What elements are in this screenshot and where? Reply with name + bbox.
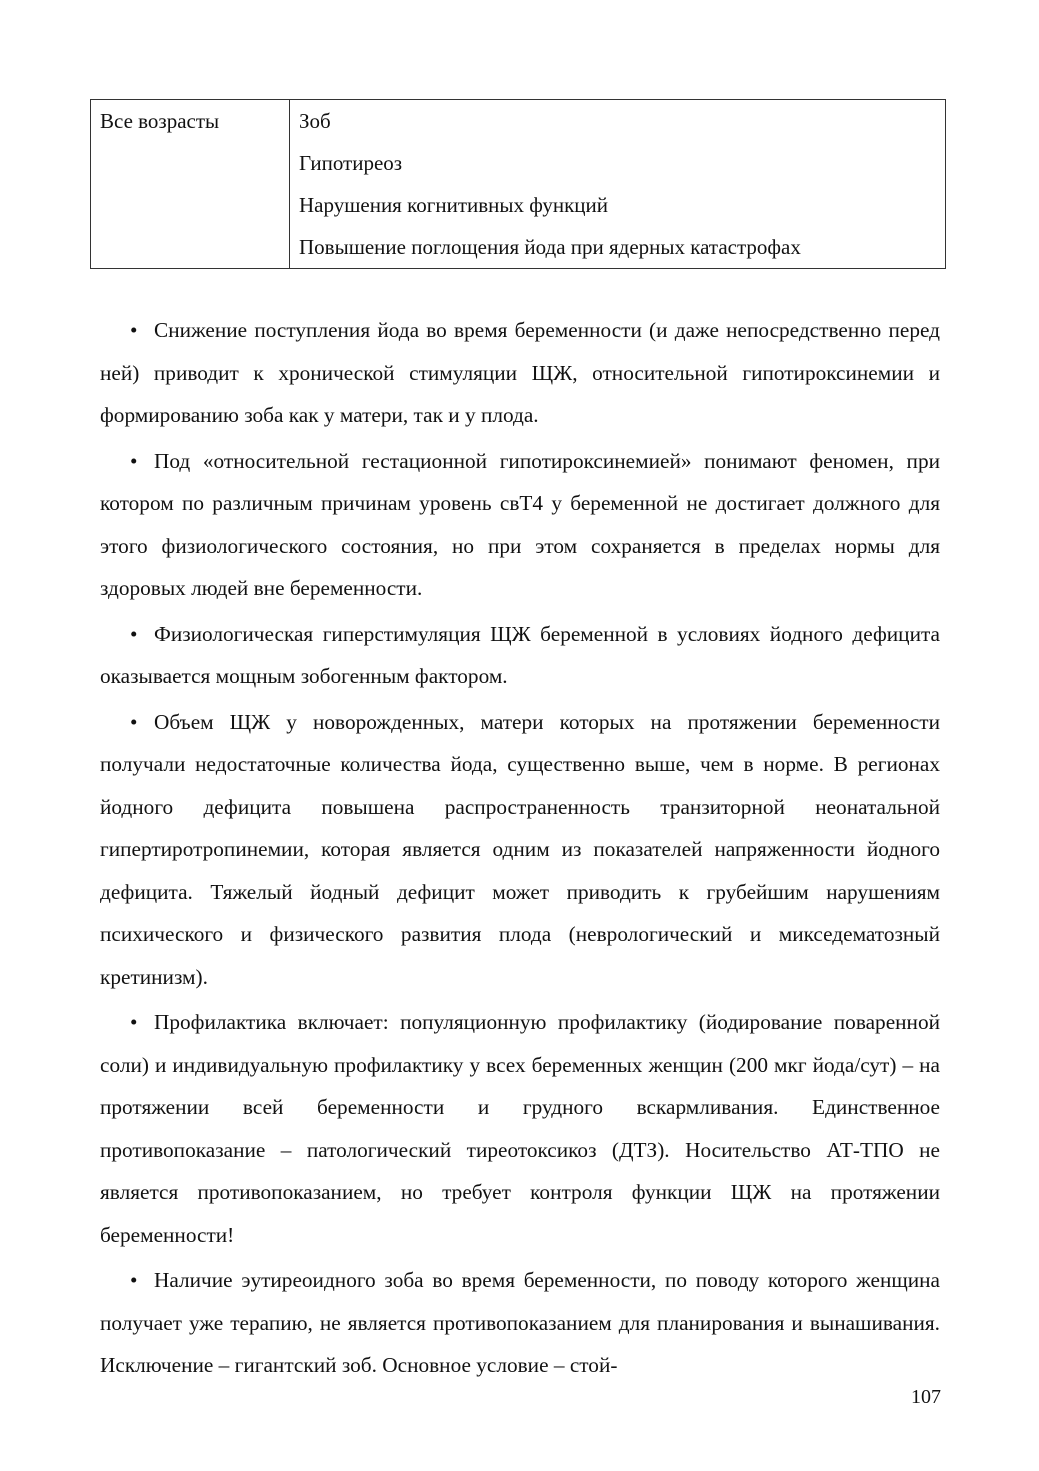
bullet-icon: • (130, 318, 138, 342)
bullet-icon: • (130, 448, 138, 473)
bullet-paragraph (100, 613, 940, 698)
paragraph-text: Наличие эутиреоидного зоба во время беременности, по поводу которого женщина получает уже терапию, не является противопоказанием для планирования и вынашивания. Исключение – гигантский зоб. Основное условие – стой- (100, 1268, 940, 1377)
age-label: Все возрасты (100, 109, 220, 133)
bullet-paragraph (100, 309, 940, 437)
age-conditions-table (90, 99, 946, 269)
bullet-paragraph (100, 1259, 940, 1387)
bullet-paragraph (100, 1001, 940, 1256)
bullet-icon: • (130, 709, 138, 734)
bullet-paragraph (100, 440, 940, 610)
age-cell (91, 100, 290, 269)
paragraph-text: Физиологическая гиперстимуляция ЩЖ беременной в условиях йодного дефицита оказывается мощным зобогенным фактором. (100, 621, 940, 688)
condition-item: Гипотиреоз (299, 151, 403, 175)
paragraph-text: Профилактика включает: популяционную профилактику (йодирование поваренной соли) и индивидуальную профилактику у всех беременных женщин (200 мкг йода/сут) – на протяжении всей беременности и грудного вскармливания. Единственное противопоказание – патологический тиреотоксикоз (ДТЗ). Носительство АТ-ТПО не является противопоказанием, но требует контроля функции ЩЖ на протяжении беременности! (100, 1010, 940, 1247)
condition-item: Нарушения когнитивных функций (299, 193, 608, 217)
paragraph-text: Снижение поступления йода во время беременности (и даже непосредственно перед ней) приводит к хронической стимуляции ЩЖ, относительной гипотироксинемии и формированию зоба как у матери, так и у плода. (100, 318, 940, 427)
condition-item: Зоб (299, 109, 331, 133)
bullet-icon: • (130, 621, 138, 646)
page-number: 107 (911, 1386, 941, 1408)
bullet-icon: • (130, 1268, 138, 1292)
paragraph-text: Под «относительной гестационной гипотироксинемией» понимают феномен, при котором по различным причинам уровень свТ4 у беременной не достигает должного для этого физиологического состояния, но при этом сохраняется в пределах нормы для здоровых людей вне беременности. (100, 448, 940, 600)
body-text (100, 309, 940, 1390)
condition-item: Повышение поглощения йода при ядерных катастрофах (299, 235, 801, 259)
bullet-icon: • (130, 1010, 138, 1034)
table-row (91, 100, 946, 269)
paragraph-text: Объем ЩЖ у новорожденных, матери которых на протяжении беременности получали недостаточные количества йода, существенно выше, чем в норме. В регионах йодного дефицита повышена распространенность транзиторной неонатальной гипертиротропинемии, которая является одним из показателей напряженности йодного дефицита. Тяжелый йодный дефицит может приводить к грубейшим нарушениям психического и физического развития плода (неврологический и микседематозный кретинизм). (100, 709, 940, 989)
bullet-paragraph (100, 701, 940, 999)
conditions-cell (290, 100, 946, 269)
